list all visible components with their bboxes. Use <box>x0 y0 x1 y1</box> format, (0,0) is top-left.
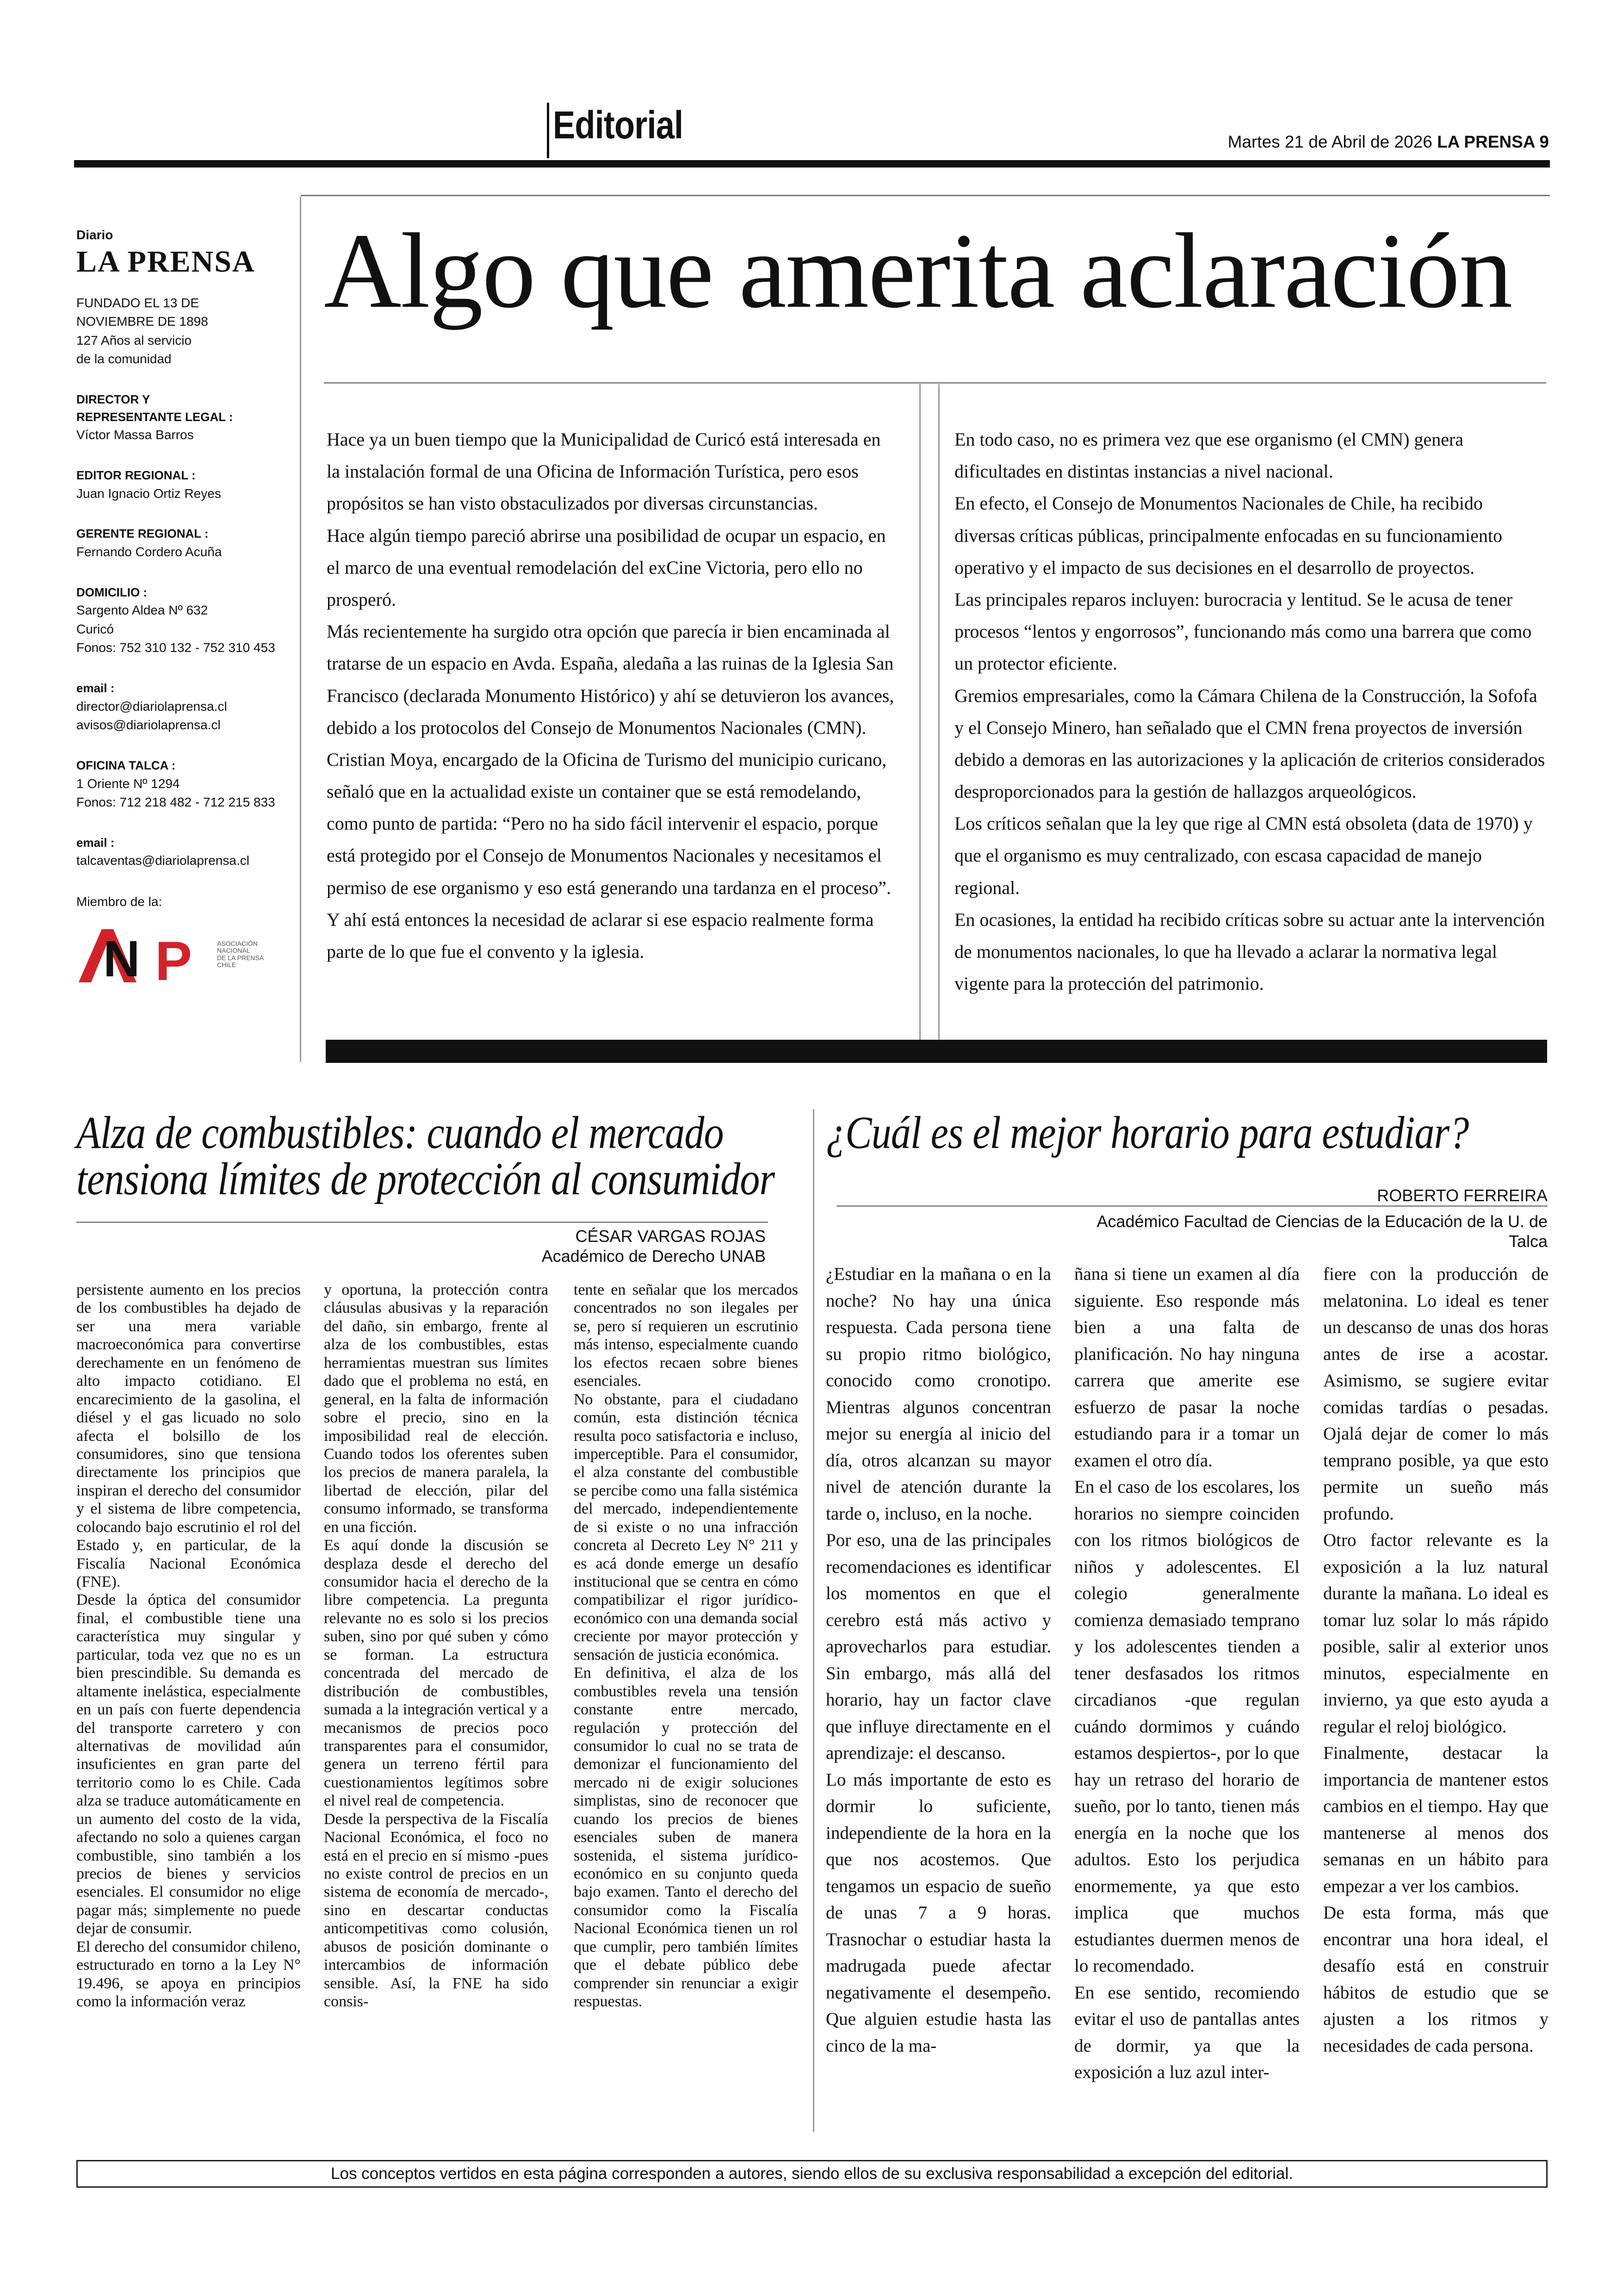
paragraph: fiere con la producción de melatonina. Lo ideal es tener un descanso de unas dos horas antes de irse a acostar. Asimismo, se sugiere evitar comidas tardías o pesadas. Ojalá dejar de comer lo más temprano posible, ya que esto permite un sueño más profundo. <box>1323 1264 1549 1524</box>
domicilio-line: Sargento Aldea Nº 632 <box>76 603 208 618</box>
talca-line: Fonos: 712 218 482 - 712 215 833 <box>76 795 275 810</box>
svg-text:N: N <box>103 930 140 985</box>
director-label: REPRESENTANTE LEGAL : <box>76 410 233 424</box>
editor-name: Juan Ignacio Ortiz Reyes <box>76 486 221 501</box>
paragraph: El derecho del consumidor chileno, estructurado en torno a la Ley N° 19.496, se apoya en principios como la información veraz <box>76 1938 301 2011</box>
article-2-column-3 <box>1323 1261 1549 2059</box>
email-label: email : <box>76 681 115 695</box>
paragraph: En definitiva, el alza de los combustibles revela una tensión constante entre mercado, regulación y protección del consumidor lo cual no se trata de demonizar el funcionamiento del mercado ni de exigir soluciones simplistas, sino de reconocer que cuando los precios de bienes esenciales suben de manera sostenida, el sistema jurídico-económico en su conjunto queda bajo examen. Tanto el derecho del consumidor como la Fiscalía Nacional Económica tienen un rol que cumplir, pero también límites que el debate público debe comprender sin renunciar a exigir respuestas. <box>574 1664 798 2011</box>
paragraph: Hace algún tiempo pareció abrirse una posibilidad de ocupar un espacio, en el marco de una eventual remodelación del exCine Victoria, pero ello no prosperó. <box>327 525 886 610</box>
header-date: Martes 21 de Abril de 2026 <box>1227 132 1432 151</box>
email-address[interactable]: director@diariolaprensa.cl <box>76 699 227 714</box>
paragraph: Cristian Moya, encargado de la Oficina de Turismo del municipio curicano, señaló que en la actualidad existe un container que se está remodelando, como punto de partida: “Pero no ha sido fácil intervenir el espacio, porque está protegido por el Consejo de Monumentos Nacionales y necesitamos el permiso de ese organismo y eso está generando una tardanza en el proceso”. <box>327 749 891 898</box>
anp-caption-line: CHILE <box>217 961 236 968</box>
header-date-page <box>1228 132 1549 152</box>
domicilio-line: Fonos: 752 310 132 - 752 310 453 <box>76 640 275 655</box>
article-1-byline <box>509 1226 766 1266</box>
masthead-founded <box>76 294 294 369</box>
founded-line: FUNDADO EL 13 DE <box>76 295 199 310</box>
anp-caption-line: DE LA PRENSA <box>217 954 264 962</box>
author-name: ROBERTO FERREIRA <box>1377 1186 1548 1205</box>
paragraph: En ese sentido, recomiendo evitar el uso de pantallas antes de dormir, ya que la exposición a luz azul inter- <box>1074 1982 1300 2083</box>
anp-caption <box>217 940 264 969</box>
article-2-column-1 <box>826 1261 1051 2059</box>
masthead-email2 <box>76 834 294 870</box>
editor-label: EDITOR REGIONAL : <box>76 468 196 482</box>
gerente-label: GERENTE REGIONAL : <box>76 527 209 541</box>
article-1-column-2 <box>324 1281 548 2011</box>
article-1-rule <box>76 1222 768 1223</box>
header-page: LA PRENSA 9 <box>1437 132 1549 151</box>
paragraph: En efecto, el Consejo de Monumentos Nacionales de Chile, ha recibido diversas críticas públicas, principalmente enfocadas en su funcionamiento operativo y el impacto de sus decisiones en el desarrollo de proyectos. <box>954 493 1503 578</box>
paragraph: tente en señalar que los mercados concentrados no son ilegales per se, pero sí requieren un escrutinio más intenso, especialmente cuando los efectos recaen sobre bienes esenciales. <box>574 1281 798 1390</box>
paragraph: Los críticos señalan que la ley que rige al CMN está obsoleta (data de 1970) y que el organismo es muy centralizado, con escasa capacidad de manejo regional. <box>954 813 1533 898</box>
paragraph: Gremios empresariales, como la Cámara Chilena de la Construcción, la Sofofa y el Consejo Minero, han señalado que el CMN frena proyectos de inversión debido a demoras en las autorizaciones y la aplicación de criterios considerados desproporcionados para la gestión de hallazgos arqueológicos. <box>954 685 1545 802</box>
paragraph: Y ahí está entonces la necesidad de aclarar si ese espacio realmente forma parte de lo que fue el convento y la iglesia. <box>327 909 874 962</box>
paragraph: En ocasiones, la entidad ha recibido críticas sobre su actuar ante la intervención de monumentos nacionales, lo que ha llevado a aclarar la normativa legal vigente para la protección del patrimonio. <box>954 909 1545 994</box>
article-2-column-2 <box>1074 1261 1300 2086</box>
editorial-column-2 <box>954 423 1547 999</box>
column-divider <box>919 384 921 1041</box>
paragraph: Por eso, una de las principales recomendaciones es identificar los momentos en que el cerebro está más activo y aprovecharlos para estudiar. Sin embargo, más allá del horario, hay un factor clave que influye directamente en el aprendizaje: el descanso. <box>826 1530 1051 1763</box>
paragraph: De esta forma, más que encontrar una hora ideal, el desafío está en construir hábitos de estudio que se ajusten a los ritmos y necesidades de cada persona. <box>1323 1903 1549 2056</box>
article-divider <box>813 1109 814 2132</box>
masthead-director <box>76 391 294 445</box>
paragraph: No obstante, para el ciudadano común, esta distinción técnica resulta poco satisfactoria e incluso, imperceptible. Para el consumidor, el alza constante del combustible se percibe como una falla sistémica del mercado, independientemente de si existe o no una infracción concreta al Decreto Ley N° 211 y es acá donde emerge un desafío institucional que se centra en cómo compatibilizar el rigor jurídico-económico con una demanda social creciente por mayor protección y sensación de justicia económica. <box>574 1390 798 1663</box>
article-2-rule <box>836 1205 1548 1207</box>
article-1-column-1 <box>76 1281 301 2011</box>
section-title: Editorial <box>553 103 683 147</box>
domicilio-line: Curicó <box>76 621 114 636</box>
masthead-gerente <box>76 525 294 561</box>
paragraph: Desde la perspectiva de la Fiscalía Nacional Económica, el foco no está en el precio en sí mismo -pues no existe control de precios en un sistema de economía de mercado-, sino en descartar conductas anticompetitivas como colusión, abusos de posición dominante o intercambios de información sensible. Así, la FNE ha sido consis- <box>324 1810 548 2011</box>
author-role: Académico de Derecho UNAB <box>541 1247 766 1266</box>
column-divider <box>938 384 940 1041</box>
article-2-byline <box>1064 1185 1548 1205</box>
paragraph: y oportuna, la protección contra cláusulas abusivas y la reparación del daño, sin embargo, frente al alza de los combustibles, estas herramientas muestran sus límites dado que el problema no está, en general, en la falta de información sobre el precio, sino en la imposibilidad real de elección. Cuando todos los oferentes suben los precios de manera paralela, la libertad de elección, pilar del consumo informado, se transforma en una ficción. <box>324 1281 548 1536</box>
anp-caption-line: ASOCIACIÓN <box>217 939 258 947</box>
anp-logo-icon <box>76 925 211 985</box>
title-line: tensiona límites de protección al consumidor <box>76 1153 775 1204</box>
gerente-name: Fernando Cordero Acuña <box>76 544 222 559</box>
domicilio-label: DOMICILIO : <box>76 585 148 599</box>
header-rule <box>74 160 1550 168</box>
article-2-title: ¿Cuál es el mejor horario para estudiar? <box>826 1107 1469 1158</box>
paragraph: Hace ya un buen tiempo que la Municipalidad de Curicó está interesada en la instalación formal de una Oficina de Información Turística, pero esos propósitos se han visto obstaculizados por diversas circunstancias. <box>327 429 881 514</box>
paragraph: ñana si tiene un examen al día siguiente. Eso responde más bien a una falta de planificación. No hay ninguna carrera que amerite ese esfuerzo de pasar la noche estudiando para ir a tomar un examen el otro día. <box>1074 1264 1300 1471</box>
paragraph: persistente aumento en los precios de los combustibles ha dejado de ser una mera variable macroeconómica para convertirse derechamente en un fenómeno de alto impacto cotidiano. El encarecimiento de la gasolina, el diésel y el gas licuado no solo afecta el bolsillo de los consumidores, sino que tensiona directamente los principios que inspiran el derecho del consumidor y el sistema de libre competencia, colocando bajo escrutinio el rol del Estado y, en particular, de la Fiscalía Nacional Económica (FNE). <box>76 1281 301 1590</box>
paragraph: Lo más importante de esto es dormir lo suficiente, independiente de la hora en la que nos acostemos. Que tengamos un espacio de sueño de unas 7 a 9 horas. Trasnochar o estudiar hasta la madrugada puede afectar negativamente el desempeño. Que alguien estudie hasta las cinco de la ma- <box>826 1769 1051 2056</box>
talca-label: OFICINA TALCA : <box>76 758 176 772</box>
founded-line: NOVIEMBRE DE 1898 <box>76 314 208 329</box>
masthead-divider <box>300 197 301 1062</box>
paragraph: Más recientemente ha surgido otra opción que parecía ir bien encaminada al tratarse de un espacio en Avda. España, aledaña a las ruinas de la Iglesia San Francisco (declarada Monumento Histórico) y ahí se detuvieron los avances, debido a los protocolos del Consejo de Monumentos Nacionales (CMN). <box>327 621 894 738</box>
talca-line: 1 Oriente Nº 1294 <box>76 776 180 791</box>
paragraph: Las principales reparos incluyen: burocracia y lentitud. Se le acusa de tener procesos “lentos y engorrosos”, funcionando más como una barrera que como un protector eficiente. <box>954 589 1532 674</box>
paragraph: Desde la óptica del consumidor final, el combustible tiene una característica muy singular y particular, toda vez que no es un bien prescindible. Su demanda es altamente inelástica, especialmente en un país con fuerte dependencia del transporte carretero y con alternativas de movilidad aún insuficientes en gran parte del territorio como lo es Chile. Cada alza se traduce automáticamente en un aumento del costo de la vida, afectando no solo a quienes cargan combustible, sino también a los precios de bienes y servicios esenciales. El consumidor no elige pagar más; simplemente no puede dejar de consumir. <box>76 1591 301 1937</box>
director-label: DIRECTOR Y <box>76 392 150 406</box>
article-2-author-role: Académico Facultad de Ciencias de la Educación de la U. de Talca <box>1096 1212 1548 1251</box>
title-line: Alza de combustibles: cuando el mercado <box>76 1107 724 1158</box>
disclaimer-footer: Los conceptos vertidos en esta página corresponden a autores, siendo ellos de su exclusiva responsabilidad a excepción del editorial. <box>76 2160 1548 2188</box>
email-address[interactable]: talcaventas@diariolaprensa.cl <box>76 853 249 868</box>
masthead-email <box>76 680 294 735</box>
article-1-column-3 <box>574 1281 798 2011</box>
header-thin-rule <box>301 195 1550 196</box>
email-address[interactable]: avisos@diariolaprensa.cl <box>76 718 221 732</box>
author-name: CÉSAR VARGAS ROJAS <box>575 1227 766 1246</box>
masthead-talca <box>76 757 294 812</box>
paragraph: Otro factor relevante es la exposición a la luz natural durante la mañana. Lo ideal es tomar luz solar lo más rápido posible, salir al exterior unos minutos, especialmente en invierno, ya que esto ayuda a regular el reloj biológico. <box>1323 1530 1549 1737</box>
editorial-rule <box>324 382 1546 384</box>
founded-line: de la comunidad <box>76 352 172 366</box>
director-name: Víctor Massa Barros <box>76 428 194 442</box>
newspaper-logo: LA PRENSA <box>76 244 255 279</box>
masthead-editor <box>76 467 294 503</box>
editorial-column-1 <box>327 423 898 968</box>
masthead-domicilio <box>76 584 294 658</box>
article-1-title <box>76 1107 775 1204</box>
paragraph: Es aquí donde la discusión se desplaza desde el derecho del consumidor hacia el derecho de la libre competencia. La pregunta relevante no es solo si los precios suben, sino por qué suben y cómo se forman. La estructura concentrada del mercado de distribución de combustibles, sumada a la integración vertical y a mecanismos de precios poco transparentes para el consumidor, genera un terreno fértil para cuestionamientos legítimos sobre el nivel real de competencia. <box>324 1537 548 1810</box>
masthead-diario: Diario <box>76 228 113 242</box>
paragraph: ¿Estudiar en la mañana o en la noche? No hay una única respuesta. Cada persona tiene su propio ritmo biológico, conocido como cronotipo. Mientras algunos concentran mejor su energía al inicio del día, otros alcanzan su mayor nivel de atención durante la tarde o, incluso, en la noche. <box>826 1264 1051 1524</box>
editorial-title: Algo que amerita aclaración <box>324 211 1512 330</box>
paragraph: Finalmente, destacar la importancia de mantener estos cambios en el tiempo. Hay que mantenerse al menos dos semanas en un hábito para empezar a ver los cambios. <box>1323 1743 1549 1896</box>
paragraph: En el caso de los escolares, los horarios no siempre coinciden con los ritmos biológicos de niños y adolescentes. El colegio generalmente comienza demasiado temprano y los adolescentes tienden a tener desfasados los ritmos circadianos -que regulan cuándo dormimos y cuándo estamos despiertos-, por lo que hay un retraso del horario de sueño, por lo tanto, tienen más energía en la noche que los adultos. Esto los perjudica enormemente, ya que esto implica que muchos estudiantes duermen menos de lo recomendado. <box>1074 1477 1300 1976</box>
svg-text:P: P <box>155 930 192 985</box>
anp-logo <box>76 925 294 985</box>
header-divider <box>547 103 549 158</box>
founded-line: 127 Años al servicio <box>76 333 192 348</box>
anp-caption-line: NACIONAL <box>217 947 250 955</box>
email-label: email : <box>76 835 115 850</box>
paragraph: En todo caso, no es primera vez que ese organismo (el CMN) genera dificultades en distintas instancias a nivel nacional. <box>954 429 1464 482</box>
masthead <box>76 226 294 985</box>
editorial-bottom-bar <box>326 1040 1547 1063</box>
member-label: Miembro de la: <box>76 894 162 909</box>
